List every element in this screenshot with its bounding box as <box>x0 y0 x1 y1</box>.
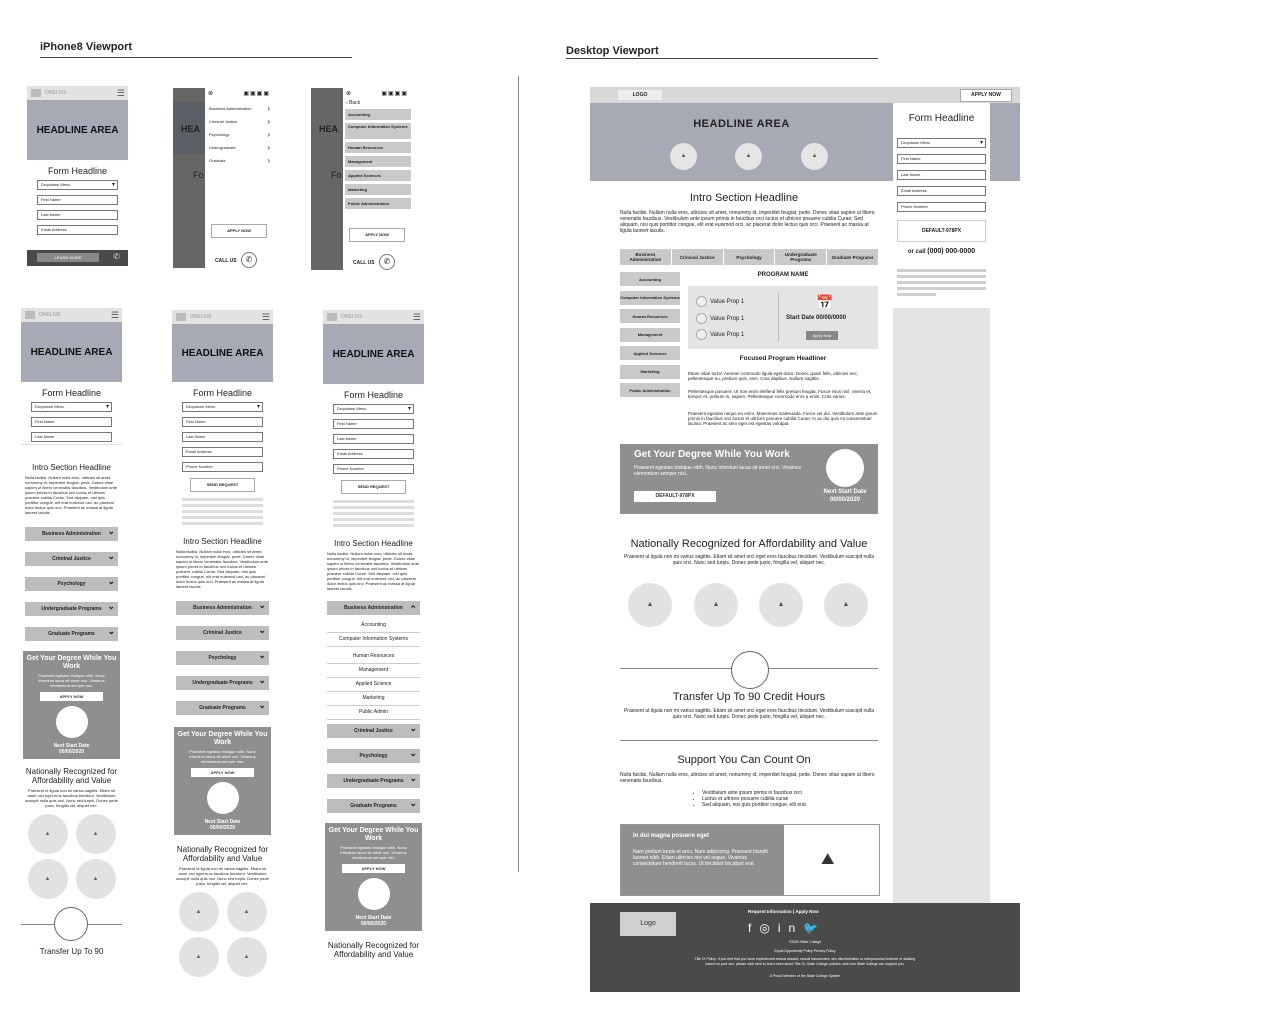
brand-name: ONELIVE <box>341 314 363 320</box>
focused-headline: Focused Program Headliner <box>739 355 827 362</box>
social-icons[interactable]: ▣▣▣▣ <box>381 91 408 97</box>
menu-item-criminal[interactable]: Criminal Justice › <box>205 115 273 128</box>
footer-logo[interactable]: Logo <box>620 912 676 936</box>
intro-headline: Intro Section Headline <box>334 539 413 548</box>
radio-icon <box>696 329 707 340</box>
back-label: Back <box>349 100 361 106</box>
degree-headline: Get Your Degree While You Work <box>634 449 790 460</box>
desktop-intro-headline: Intro Section Headline <box>689 192 799 204</box>
vertical-divider <box>518 76 519 872</box>
submenu-item[interactable]: Marketing <box>345 184 411 195</box>
tab-psychology[interactable]: Psychology <box>724 249 775 265</box>
apply-now-small-button[interactable]: Apply Now <box>806 331 838 340</box>
call-us-label: CALL US <box>215 258 237 264</box>
apply-now-button[interactable]: APPLY NOW <box>211 224 267 238</box>
form-headline: Form Headline <box>192 388 253 398</box>
image-icon: ▲ <box>28 859 68 899</box>
calendar-icon: 📅 <box>816 294 834 310</box>
image-icon: ▲ <box>179 937 219 977</box>
icon-grid <box>172 892 273 977</box>
desktop-hero <box>590 103 893 181</box>
submenu-item[interactable]: Human Resources <box>345 142 411 153</box>
degree-headline: Get Your Degree While You Work <box>328 827 419 842</box>
left-nav-item[interactable]: Human Resources <box>620 309 680 323</box>
bullet-item: • Sed aliquam, nisi quis porttitor congue, elit erat <box>702 802 806 808</box>
radio-icon <box>696 313 707 324</box>
next-start-date: 00/00/2020 <box>58 749 85 755</box>
left-nav-item[interactable]: Management <box>620 328 680 342</box>
tab-criminal[interactable]: Criminal Justice <box>672 249 723 265</box>
accordion-business[interactable]: Business Administration ⌄ <box>176 601 269 615</box>
image-icon: ⛰ <box>821 851 835 868</box>
promo-circle <box>56 706 88 738</box>
back-link[interactable]: ‹ Back <box>346 100 361 106</box>
menu-item-psychology[interactable]: Psychology › <box>205 128 273 141</box>
desktop-logo[interactable]: LOGO <box>618 90 662 100</box>
call-us-label: CALL US <box>353 260 375 266</box>
facebook-icon[interactable]: f <box>748 921 760 935</box>
promo-circle <box>358 878 390 910</box>
image-icon: ▲ <box>824 583 868 627</box>
submenu-item[interactable]: Management <box>345 156 411 167</box>
divider <box>566 58 878 59</box>
form-submit-button[interactable]: DEFAULT-978PX <box>897 220 986 242</box>
submenu-panel <box>343 88 411 270</box>
submenu-item[interactable]: Applied Sciences <box>345 170 411 181</box>
call-us[interactable] <box>353 251 395 270</box>
submenu-item[interactable]: Accounting <box>345 109 411 120</box>
phone-mockup-scroll-1 <box>21 308 122 1024</box>
headline-area: HEADLINE AREA <box>323 324 424 384</box>
cta-text: Nam pretium turpis et arcu. Nam adipiscing. Praesent blandit laoreet nibh. Etiam ultricies nisi vel augue. Vivamus consectetuer hendrerit lacus. Ut tincidunt tincidunt erat. <box>633 849 768 867</box>
accordion-criminal[interactable]: Criminal Justice ⌄ <box>25 552 118 566</box>
degree-headline: Get Your Degree While You Work <box>177 731 268 746</box>
brand-name: ONELIVE <box>45 90 67 96</box>
bullet-item: • Vestibulum ante ipsum primis in faucibus orci <box>702 790 806 796</box>
hamburger-icon[interactable]: ☰ <box>412 312 421 322</box>
desktop-footer <box>590 903 1020 992</box>
form-headline: Form Headline <box>47 166 108 176</box>
footer-copyright: ©2020 State College <box>788 940 822 944</box>
degree-promo <box>23 651 120 759</box>
degree-button[interactable]: DEFAULT-978PX <box>634 491 716 502</box>
accordion-undergraduate[interactable]: Undergraduate Programs ⌄ <box>327 774 420 788</box>
accordion-sub-item[interactable]: Accounting <box>327 619 420 633</box>
accordion-sub-item[interactable]: Public Admin <box>327 706 420 720</box>
focused-paragraph: Praesent egestas neque eu enim. Maecenas malesuada. Fusce vel dui. Vestibulum ante ipsum primis in faucibus orci luctus et ultrices posuere cubilia Curae; In ac dui quis mi consectetuer lacinia. Praesent ac sem eget est egestas volutpat. <box>688 411 878 426</box>
phone-mockup-scroll-2 <box>172 310 273 1024</box>
intro-text: Nulla facilisi. Nullam nulla eros, ultricies sit amet, nonummy id, imperdiet feugiat, pede. Donec vitae sapien ut libero venenatis faucibus. Vestibulum ante ipsum primis in faucibus orci luctus et ultrices posuere cubilia Curae; Sed aliquam, nisi quis porttitor congue, elit erat euismod orci, ac placerat dolor lectus quis orci. Praesent ac massa at ligula laoreet iaculis. <box>176 549 269 589</box>
left-nav-item[interactable]: Applied Sciences <box>620 346 680 360</box>
first-name-field[interactable]: First Name <box>333 419 414 429</box>
image-icon: ▲ <box>694 583 738 627</box>
image-icon: ▲ <box>628 583 672 627</box>
disclaimer-lines <box>893 269 990 296</box>
accordion-sub-item[interactable]: Human Resources <box>327 650 420 664</box>
intro-text: Nulla facilisi. Nullam nulla eros, ultricies sit amet, nonummy id, imperdiet feugiat, pede. Donec vitae sapien ut libero venenatis faucibus. Vestibulum ante ipsum primis in faucibus orci luctus et ultrices posuere cubilia Curae; Sed aliquam, nisi quis porttitor congue, elit erat euismod orci, ac placerat dolor lectus quis orci. Praesent ac massa at ligula laoreet iaculis. <box>327 551 420 591</box>
promo-circle <box>207 782 239 814</box>
intro-headline: Intro Section Headline <box>183 537 262 546</box>
support-text: Nulla facilisi. Nullam nulla eros, ultricies sit amet, nonummy id, imperdiet feugiat, pede. Donec vitae sapien ut libero venenatis faucibus. <box>620 772 875 784</box>
first-name-field[interactable]: First Name <box>897 154 986 164</box>
logo <box>25 311 35 319</box>
last-name-field[interactable]: Last Name <box>31 432 112 442</box>
image-icon: ▲ <box>76 814 116 854</box>
image-icon: ▲ <box>227 937 267 977</box>
icon-grid <box>21 814 122 899</box>
accordion-criminal[interactable]: Criminal Justice ⌄ <box>176 626 269 640</box>
image-icon: ▲ <box>227 892 267 932</box>
accordion-sub-item[interactable]: Marketing <box>327 692 420 706</box>
phone-field[interactable]: Phone Number <box>182 462 263 472</box>
transfer-headline: Transfer Up To 90 <box>39 947 104 956</box>
email-field[interactable]: Email Address <box>37 225 118 235</box>
accordion-graduate[interactable]: Graduate Programs ⌄ <box>176 701 269 715</box>
value-prop-label: Value Prop 1 <box>710 332 745 339</box>
nationally-text: Praesent ut ligula non mi varius sagittis. Etiam sit amet orci eget eros faucibus tincidunt. Vestibulum suscipit nulla quis orci. Nunc sed turpis. Donec pede justo, fringilla vel, aliquet nec. <box>176 866 269 886</box>
phone-icon: ✆ <box>379 254 395 270</box>
support-bullets <box>694 790 806 808</box>
form-headline: Form Headline <box>343 390 404 400</box>
next-start <box>810 488 880 504</box>
value-prop-label: Value Prop 1 <box>710 316 745 323</box>
next-start-date: 00/00/2020 <box>209 825 236 831</box>
value-prop-label: Value Prop 1 <box>710 299 745 306</box>
disclaimer-lines <box>323 500 424 527</box>
next-start-label: Next Start Date <box>204 819 241 825</box>
cta-card <box>620 824 880 896</box>
accordion-psychology[interactable]: Psychology ⌄ <box>25 577 118 591</box>
next-start-date: 00/00/2020 <box>829 497 861 503</box>
submenu-item[interactable]: Public Administration <box>345 198 411 209</box>
social-icons[interactable]: ▣▣▣▣ <box>243 91 270 97</box>
accordion-sub-item[interactable]: Computer Information Systems <box>327 633 420 647</box>
desktop-viewport-title: Desktop Viewport <box>566 45 659 57</box>
phone-mockup-scroll-3 <box>323 310 424 1024</box>
image-icon: ▲ <box>670 143 697 170</box>
phone-icon: ✆ <box>241 252 257 268</box>
support-headline: Support You Can Count On <box>677 754 811 766</box>
focused-paragraph: Pellentesque posuere. Ut non enim eleifend felis pretium feugiat. Fusce risus nisl, viverra et, tempor et, pretium in, sapien. Pellentesque commodo eros a enim. Cras varius. <box>688 389 872 399</box>
accordion-sub-item[interactable]: Management <box>327 664 420 678</box>
accordion-graduate[interactable]: Graduate Programs ⌄ <box>327 799 420 813</box>
program-name: PROGRAM NAME <box>757 272 809 278</box>
desktop-header <box>590 87 1020 103</box>
apply-now-button[interactable]: APPLY NOW <box>40 692 104 701</box>
email-field[interactable]: Email Address <box>182 447 263 457</box>
logo <box>176 313 186 321</box>
footer-links[interactable]: Request Information | Apply Now <box>748 909 819 914</box>
bullet-item: • Luctus et ultrices posuere cubilia curae <box>702 796 806 802</box>
intro-headline: Intro Section Headline <box>32 463 111 472</box>
logo <box>31 89 41 97</box>
last-name-field[interactable]: Last Name <box>37 210 118 220</box>
left-nav-item[interactable]: Accounting <box>620 272 680 286</box>
email-field[interactable]: Email Address <box>333 449 414 459</box>
image-icon: ▲ <box>179 892 219 932</box>
degree-promo <box>174 727 271 835</box>
next-start-label: Next Start Date <box>355 915 392 921</box>
twitter-icon[interactable]: 🐦 <box>803 921 827 935</box>
hamburger-icon[interactable]: ☰ <box>261 312 270 322</box>
left-nav-item[interactable]: Marketing <box>620 365 680 379</box>
tab-undergraduate[interactable]: Undergraduate Programs <box>775 249 826 265</box>
headline-area: HEADLINE AREA <box>172 324 273 382</box>
first-name-field[interactable]: First Name <box>37 195 118 205</box>
image-icon: ▲ <box>28 814 68 854</box>
desktop-intro-text: Nulla facilisi. Nullam nulla eros, ultricies sit amet, nonummy id, imperdiet feugiat, pede. Donec vitae sapien ut libero venenatis faucibus. Vestibulum ante ipsum primis in faucibus orci luctus et ultrices posuere cubilia Curae; Sed aliquam, nisi quis porttitor congue, elit erat euismod orci, ac placerat dolor lectus quis orci. Praesent ac massa at ligula laoreet iaculis. <box>620 210 875 234</box>
footer-member: A Proud Member of the State College System <box>769 974 841 978</box>
nationally-text: Praesent ut ligula non mi varius sagittis. Etiam sit amet orci eget eros faucibus tincidunt. Vestibulum suscipit nulla quis orci. Nunc sed turpis. Donec pede justo, fringilla vel, aliquet nec. <box>25 788 118 808</box>
first-name-field[interactable]: First Name <box>182 417 263 427</box>
cta-headline: In dui magna posuere eget <box>633 833 710 839</box>
phone-mockup-1 <box>27 86 128 266</box>
image-icon: ▲ <box>801 143 828 170</box>
email-field[interactable]: Email Address <box>897 186 986 196</box>
program-left-nav <box>620 272 680 402</box>
iphone-viewport-title: iPhone8 Viewport <box>40 41 133 53</box>
close-icon[interactable]: ⊗ <box>346 91 352 97</box>
nationally-headline: Nationally Recognized for Affordability and Value <box>176 845 269 863</box>
apply-now-button[interactable]: APPLY NOW <box>191 768 255 777</box>
degree-headline: Get Your Degree While You Work <box>26 655 117 670</box>
phone-field[interactable]: Phone Number <box>897 202 986 212</box>
send-request-button[interactable]: SEND REQUEST <box>341 480 406 494</box>
nav-menu-panel <box>205 88 273 268</box>
desktop-degree-promo <box>620 444 878 514</box>
next-start-label: Next Start Date <box>823 489 867 495</box>
footer-legal: Title IX Policy: If you feel that you have experienced sexual assault, sexual harassment, sex discrimination or interpersonal violence or stalking based on your sex, please click here to learn more about Title IX, State College policies, and how State College can support you. <box>694 957 916 966</box>
left-nav-item[interactable]: Public Administration <box>620 383 680 397</box>
tab-graduate[interactable]: Graduate Programs <box>827 249 878 265</box>
call-us[interactable] <box>215 249 257 268</box>
start-date: Start Date 00/00/0000 <box>786 315 847 321</box>
desktop-form-headline: Form Headline <box>908 113 975 124</box>
degree-text: Praesent egestas tristique nibh. Nunc interdum lacus sit amet orci. Vivamus elementum semper nisi. <box>634 465 802 477</box>
divider <box>40 57 352 58</box>
nationally-headline: Nationally Recognized for Affordability and Value <box>327 941 420 959</box>
desktop-nationally-text: Praesent ut ligula non mi varius sagittis. Etiam sit amet orci eget eros faucibus tincidunt. Vestibulum suscipit nulla quis orci. Nunc sed turpis. Donec pede justo, fringilla vel, aliquet nec. <box>623 554 875 566</box>
accordion-business[interactable]: Business Administration ⌄ <box>25 527 118 541</box>
disclaimer-lines <box>172 498 273 525</box>
dropdown-menu[interactable]: Dropdown Menu ▾ <box>182 402 263 412</box>
tab-business[interactable]: Business Administration <box>620 249 671 265</box>
degree-text: Praesent egestas tristique nibh. Nunc interdum lacus sit amet orci. Vivamus elementum semper nisi. <box>189 749 256 764</box>
menu-item-graduate[interactable]: Graduate › <box>205 154 273 167</box>
image-icon: ▲ <box>76 859 116 899</box>
close-icon[interactable]: ⊗ <box>208 91 214 97</box>
phone-mockup-submenu: HEA Fo ⊗ ▣▣▣▣ ‹ Back Accounting Computer Information Systems Human Resources Management Applied Sciences Marketing Public Administration APPLY NOW CALL US ✆ <box>311 88 411 270</box>
radio-icon <box>696 296 707 307</box>
apply-now-button[interactable]: APPLY NOW <box>342 864 406 873</box>
social-icons[interactable] <box>748 921 826 935</box>
transfer-headline: Transfer Up To 90 Credit Hours <box>672 691 826 703</box>
last-name-field[interactable]: Last Name <box>333 434 414 444</box>
send-request-button[interactable]: SEND REQUEST <box>190 478 255 492</box>
accordion-criminal[interactable]: Criminal Justice ⌄ <box>327 724 420 738</box>
accordion-sub-item[interactable]: Applied Science <box>327 678 420 692</box>
accordion-graduate[interactable]: Graduate Programs ⌄ <box>25 627 118 641</box>
phone-icon[interactable]: ✆ <box>113 252 120 261</box>
degree-promo <box>325 823 422 931</box>
accordion-undergraduate[interactable]: Undergraduate Programs ⌄ <box>176 676 269 690</box>
promo-circle <box>826 449 864 487</box>
phone-field[interactable]: Phone Number <box>333 464 414 474</box>
accordion-undergraduate[interactable]: Undergraduate Programs ⌄ <box>25 602 118 616</box>
headline-area: HEADLINE AREA <box>21 322 122 382</box>
logo <box>327 313 337 321</box>
brand-name: ONELIVE <box>190 314 212 320</box>
accordion-business-open[interactable]: Business Administration ⌃ <box>327 601 420 615</box>
menu-item-undergraduate[interactable]: Undergraduate › <box>205 141 273 154</box>
dropdown-menu[interactable]: Dropdown Menu ▾ <box>31 402 112 412</box>
learn-more-button[interactable]: LEARN MORE <box>37 253 99 262</box>
header-apply-button[interactable]: APPLY NOW <box>960 89 1012 102</box>
program-box <box>688 286 878 349</box>
desktop-form <box>893 103 990 308</box>
last-name-field[interactable]: Last Name <box>897 170 986 180</box>
form-headline: Form Headline <box>41 388 102 398</box>
brand-name: ONELIVE <box>39 312 61 318</box>
program-tabs <box>620 249 878 265</box>
menu-item-business[interactable]: Business Administration › <box>205 102 273 115</box>
dropdown-menu[interactable]: Dropdown Menu ▾ <box>37 180 118 190</box>
phone-number[interactable]: (000) 000-0000 <box>927 248 976 255</box>
hamburger-icon[interactable]: ☰ <box>116 88 125 98</box>
transfer-circle <box>731 651 769 689</box>
hero-headline: HEADLINE AREA <box>693 118 790 130</box>
hamburger-icon[interactable]: ☰ <box>110 310 119 320</box>
value-prop <box>696 313 744 324</box>
degree-text: Praesent egestas tristique nibh. Nunc interdum lacus sit amet orci. Vivamus elementum semper nisi. <box>38 673 105 688</box>
headline-area: HEADLINE AREA <box>27 100 128 160</box>
transfer-circle <box>54 907 88 941</box>
first-name-field[interactable]: First Name <box>31 417 112 427</box>
footer-policy[interactable]: Equal Opportunity Policy Privacy Policy <box>774 949 836 953</box>
focused-paragraph: Etiam vitae tortor. Aenean commodo ligula eget dolor. Donec quam felis, ultricies nec, pellentesque eu, pretium quis, sem. Cras dapibus. Nullam sagittis. <box>688 371 859 381</box>
instagram-icon[interactable]: ◎ <box>759 921 778 935</box>
dropdown-menu[interactable]: Dropdown Menu ▾ <box>897 138 986 148</box>
apply-now-button[interactable]: APPLY NOW <box>349 228 405 242</box>
or-call-label: or call <box>907 249 926 255</box>
last-name-field[interactable]: Last Name <box>182 432 263 442</box>
next-start-label: Next Start Date <box>53 743 90 749</box>
image-icon: ▲ <box>759 583 803 627</box>
accordion-psychology[interactable]: Psychology ⌄ <box>327 749 420 763</box>
transfer-text: Praesent ut ligula non mi varius sagittis. Etiam sit amet orci eget eros faucibus tincidunt. Vestibulum suscipit nulla quis orci. Nunc sed turpis. Donec pede justo, fringilla vel, aliquet nec. <box>623 708 875 720</box>
nationally-headline: Nationally Recognized for Affordability and Value <box>25 767 118 785</box>
divider <box>620 740 878 741</box>
linkedin-icon[interactable]: in <box>777 921 804 935</box>
or-call <box>893 248 990 255</box>
desktop-nationally-headline: Nationally Recognized for Affordability and Value <box>630 538 868 550</box>
next-start-date: 00/00/2020 <box>360 921 387 927</box>
sticky-bottom-bar <box>27 250 128 266</box>
image-icon: ▲ <box>735 143 762 170</box>
accordion-psychology[interactable]: Psychology ⌄ <box>176 651 269 665</box>
submenu-item[interactable]: Computer Information Systems <box>345 123 411 139</box>
dropdown-menu[interactable]: Dropdown Menu ▾ <box>333 404 414 414</box>
phone-mockup-menu: HEA Fo ⊗ ▣▣▣▣ Business Administration › Criminal Justice › Psychology › Undergraduate › Graduate › APPLY NOW CALL US ✆ <box>173 88 273 268</box>
value-prop <box>696 329 744 340</box>
intro-text: Nulla facilisi. Nullam nulla eros, ultricies sit amet, nonummy id, imperdiet feugiat, pede. Donec vitae sapien ut libero venenatis faucibus. Vestibulum ante ipsum primis in faucibus orci luctus et ultrices posuere cubilia Curae; Sed aliquam, nisi quis porttitor congue, elit erat euismod orci, ac placerat dolor lectus quis orci. Praesent ac massa at ligula laoreet iaculis. <box>25 475 118 515</box>
value-prop <box>696 296 744 307</box>
left-nav-item[interactable]: Computer Information Systems <box>620 291 680 305</box>
degree-text: Praesent egestas tristique nibh. Nunc interdum lacus sit amet orci. Vivamus elementum semper nisi. <box>340 845 407 860</box>
